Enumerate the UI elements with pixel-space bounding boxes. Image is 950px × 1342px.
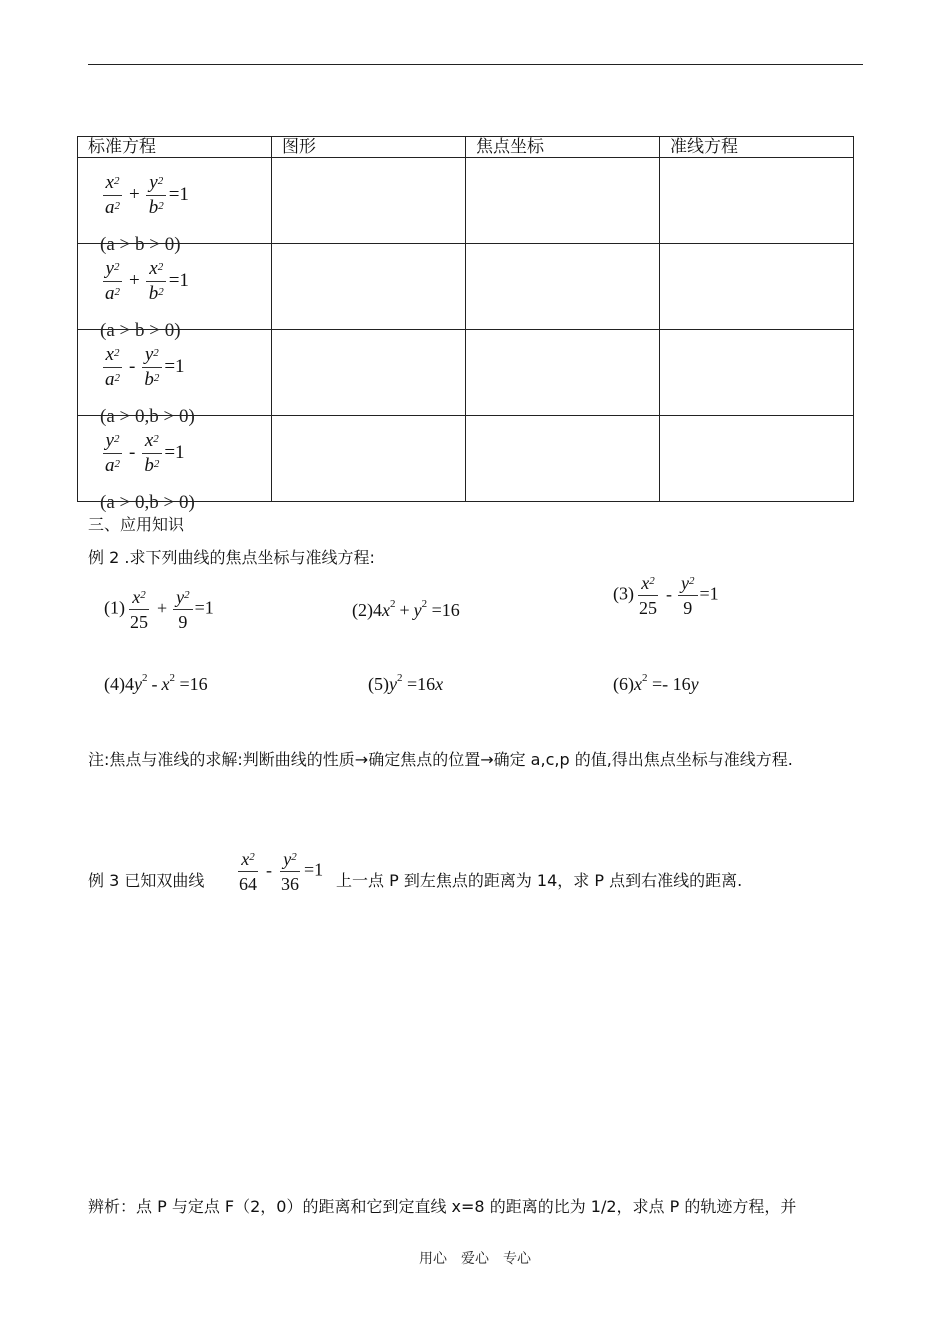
example3-prefix: 例 3 已知双曲线	[88, 871, 205, 890]
example2-item-5: $(5)y^2 =16x$	[368, 672, 444, 694]
table-header-row	[78, 137, 854, 158]
figure-cell	[272, 244, 466, 330]
example2-item-1: (1) $\frac{x^2}{25}$ + $\frac{y^2}{9}$ =1	[104, 587, 214, 632]
focus-cell	[466, 330, 660, 416]
section-title: 三、应用知识	[88, 515, 185, 534]
header-focus-coordinates: 焦点坐标	[466, 137, 660, 158]
conic-standard-table	[77, 136, 854, 513]
condition-text: (a > 0,b > 0)	[100, 406, 195, 427]
directrix-cell	[660, 330, 854, 416]
equation-cell	[78, 416, 272, 513]
figure-cell	[272, 330, 466, 416]
directrix-cell	[660, 244, 854, 330]
example2-item-3: (3) $\frac{x^2}{25}$ - $\frac{y^2}{9}$ =1	[613, 573, 719, 618]
header-figure: 图形	[272, 137, 466, 158]
page-footer: 用心 爱心 专心	[419, 1251, 531, 1267]
directrix-cell	[660, 158, 854, 244]
figure-cell	[272, 158, 466, 244]
equation-cell	[78, 158, 272, 255]
header-directrix-equation: 准线方程	[660, 137, 854, 158]
table-row	[78, 330, 854, 416]
table-row	[78, 244, 854, 330]
equation-hyperbola-x: $\frac{x^2}{a^2}$ - $\frac{y^2}{b^2}$ =1	[100, 344, 185, 391]
header-rule	[88, 64, 863, 65]
directrix-cell	[660, 416, 854, 502]
equation-cell	[78, 244, 272, 341]
equation-hyperbola-y: $\frac{y^2}{a^2}$ - $\frac{x^2}{b^2}$ =1	[100, 430, 185, 477]
analysis-paragraph: 辨析：点 P 与定点 F（2，0）的距离和它到定直线 x=8 的距离的比为 1/2，求点 P 的轨迹方程，并	[88, 1197, 797, 1216]
equation-cell	[78, 330, 272, 427]
example3-suffix: 上一点 P 到左焦点的距离为 14，求 P 点到右准线的距离.	[336, 871, 743, 890]
table-row	[78, 158, 854, 244]
equation-ellipse-x: $\frac{x^2}{a^2}$ + $\frac{y^2}{b^2}$ =1	[100, 172, 189, 219]
example2-item-4: $(4)4y^2 - x^2 =16$	[104, 672, 208, 694]
focus-cell	[466, 244, 660, 330]
focus-cell	[466, 158, 660, 244]
condition-text: (a > b > 0)	[100, 320, 181, 341]
figure-cell	[272, 416, 466, 502]
note-paragraph: 注:焦点与准线的求解:判断曲线的性质→确定焦点的位置→确定 a,c,p 的值,得出焦点坐标与准线方程.	[88, 750, 793, 769]
focus-cell	[466, 416, 660, 502]
equation-ellipse-y: $\frac{y^2}{a^2}$ + $\frac{x^2}{b^2}$ =1	[100, 258, 189, 305]
example3-equation: $\frac{x^2}{64}$ - $\frac{y^2}{36}$ =1	[239, 849, 324, 894]
table-row	[78, 416, 854, 502]
example2-item-6: $(6)x^2 =- 16y$	[613, 672, 699, 694]
condition-text: (a > b > 0)	[100, 234, 181, 255]
example2-item-2: $(2)4x^2 + y^2 =16$	[352, 598, 460, 620]
header-standard-equation: 标准方程	[78, 137, 272, 158]
condition-text: (a > 0,b > 0)	[100, 492, 195, 513]
example2-title: 例 2 .求下列曲线的焦点坐标与准线方程:	[88, 548, 375, 567]
